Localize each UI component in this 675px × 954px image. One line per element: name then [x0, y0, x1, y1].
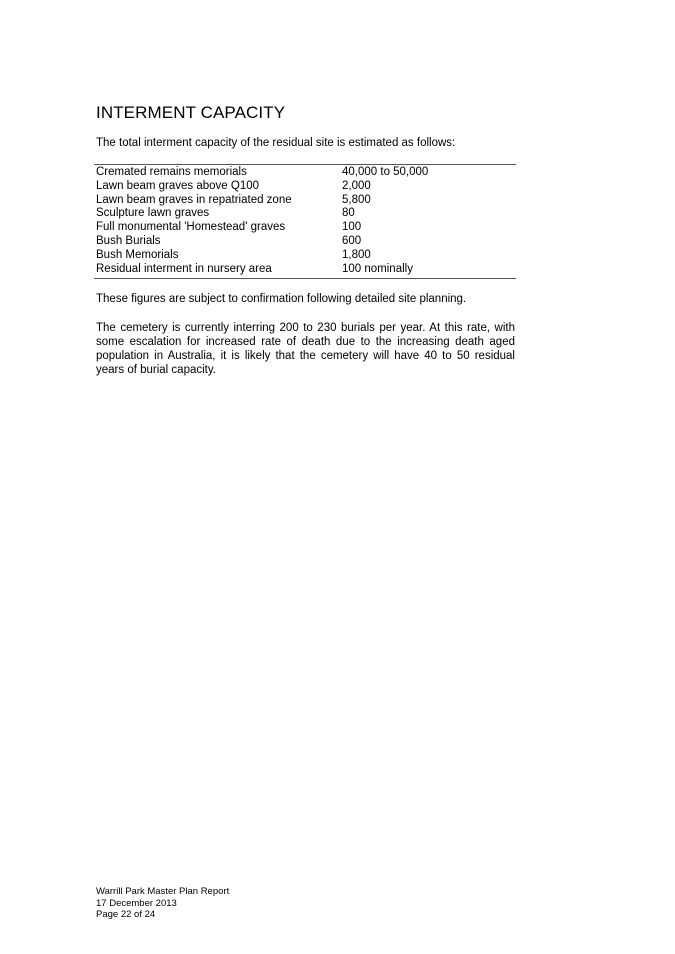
- footer-date: 17 December 2013: [96, 897, 177, 909]
- row-value: 40,000 to 50,000: [342, 166, 429, 178]
- row-label: Cremated remains memorials: [96, 166, 247, 178]
- row-label: Lawn beam graves above Q100: [96, 179, 260, 192]
- row-label: Lawn beam graves in repatriated zone: [96, 193, 292, 206]
- table-row: [94, 221, 516, 235]
- table-row: [94, 164, 516, 180]
- table-bottom-rule: [94, 278, 516, 279]
- table-row: [94, 207, 516, 221]
- table-row: [94, 249, 516, 263]
- row-value: 100: [342, 221, 362, 234]
- row-value: 100 nominally: [342, 262, 413, 275]
- row-value: 5,800: [342, 193, 371, 206]
- row-value: 2,000: [342, 179, 371, 192]
- row-label: Bush Burials: [96, 234, 161, 247]
- section-heading: INTERMENT CAPACITY: [96, 103, 286, 122]
- footer-report-title: Warrill Park Master Plan Report: [96, 886, 230, 897]
- page-footer: [96, 886, 229, 921]
- row-value: 600: [342, 234, 362, 247]
- footer-page-number: Page 22 of 24: [96, 909, 156, 920]
- table-row: [94, 194, 516, 208]
- row-label: Sculpture lawn graves: [96, 207, 210, 220]
- row-label: Residual interment in nursery area: [96, 262, 272, 275]
- row-value: 1,800: [342, 248, 371, 261]
- table-row: [94, 263, 516, 277]
- row-value: 80: [342, 207, 355, 220]
- capacity-table: [94, 164, 516, 276]
- burial-rate-paragraph: The cemetery is currently interring 200 to 230 burials per year. At this rate, with some escalation for increased rate of death due to the increasing death aged population in Australia, it is likely that the cemetery will have 40 to 50 residual years of burial capacity.: [96, 322, 515, 376]
- table-row: [94, 180, 516, 194]
- row-label: Full monumental 'Homestead' graves: [96, 221, 286, 234]
- row-label: Bush Memorials: [96, 248, 179, 261]
- table-row: [94, 235, 516, 249]
- confirmation-note: These figures are subject to confirmation following detailed site planning.: [96, 293, 467, 305]
- intro-text: The total interment capacity of the residual site is estimated as follows:: [96, 137, 456, 149]
